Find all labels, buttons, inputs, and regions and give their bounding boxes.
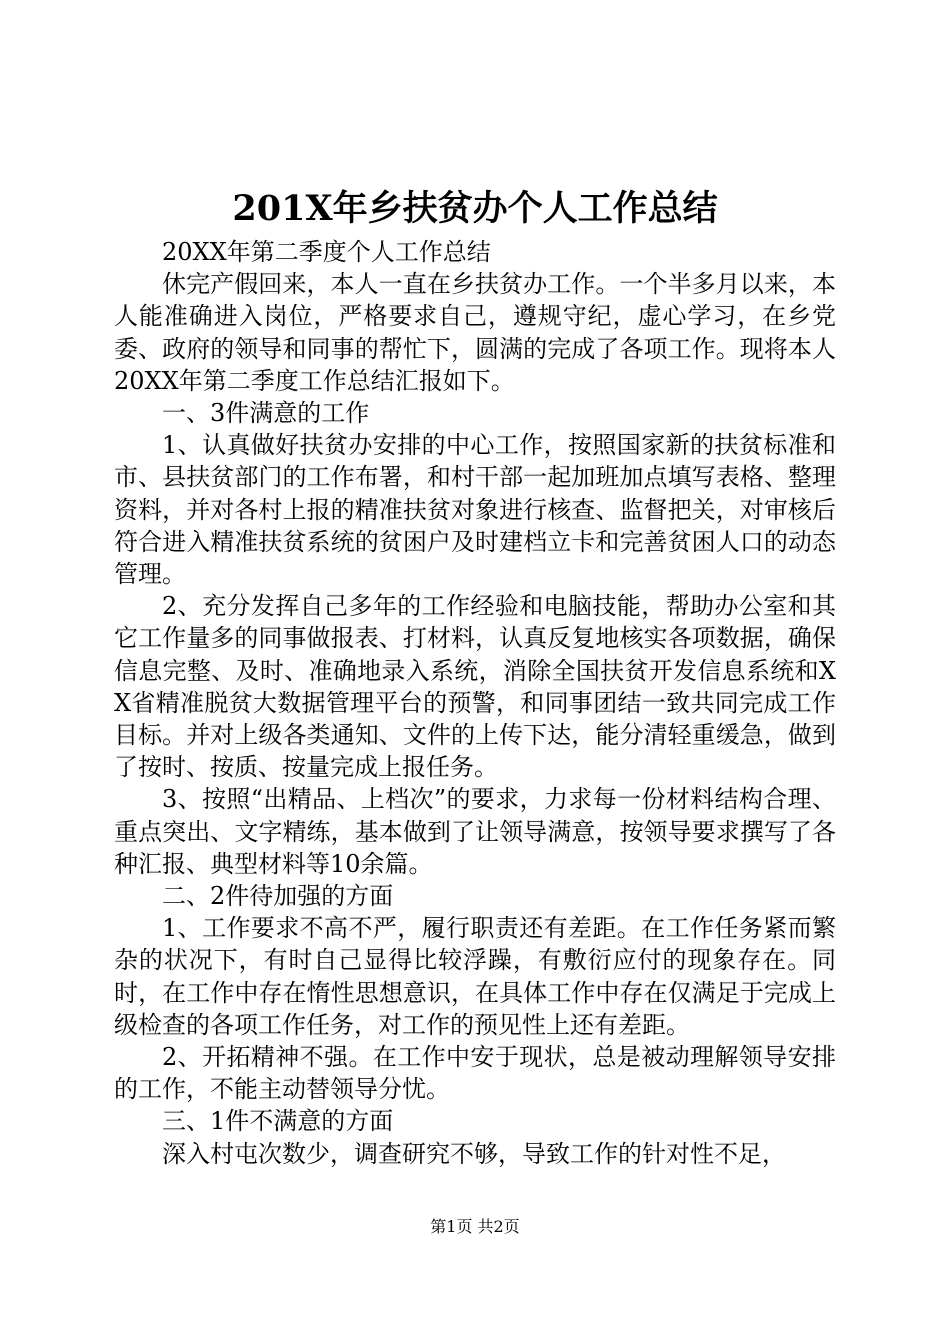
section-heading-improve: 二、2件待加强的方面 xyxy=(162,882,394,911)
section-heading-unsatisfied: 三、1件不满意的方面 xyxy=(162,1107,394,1136)
page-footer: 第1页 共2页 xyxy=(430,1217,520,1236)
paragraph-item: 1、认真做好扶贫办安排的中心工作，按照国家新的扶贫标准和市、县扶贫部门的工作布署，和村干部一起加班加点填写表格、整理资料，并对各村上报的精准扶贫对象进行核查、监督把关，对审核后符合进入精准扶贫系统的贫困户及时建档立卡和完善贫困人口的动态管理。 xyxy=(114,431,836,589)
paragraph-subtitle: 20XX年第二季度个人工作总结 xyxy=(162,238,491,266)
paragraph-item: 深入村屯次数少，调查研究不够，导致工作的针对性不足， xyxy=(162,1139,786,1168)
document-title: 201X年乡扶贫办个人工作总结 xyxy=(232,188,718,229)
section-heading-satisfied: 一、3件满意的工作 xyxy=(162,399,370,428)
paragraph-intro: 休完产假回来，本人一直在乡扶贫办工作。一个半多月以来，本人能准确进入岗位，严格要求自己，遵规守纪，虚心学习，在乡党委、政府的领导和同事的帮忙下，圆满的完成了各项工作。现将本人20XX年第二季度工作总结汇报如下。 xyxy=(114,270,836,395)
paragraph-item: 3、按照“出精品、上档次”的要求，力求每一份材料结构合理、重点突出、文字精练，基本做到了让领导满意，按领导要求撰写了各种汇报、典型材料等10余篇。 xyxy=(114,785,836,878)
paragraph-item: 2、开拓精神不强。在工作中安于现状，总是被动理解领导安排的工作，不能主动替领导分忧。 xyxy=(114,1043,836,1104)
document-body xyxy=(114,236,836,1170)
paragraph-item: 1、工作要求不高不严，履行职责还有差距。在工作任务紧而繁杂的状况下，有时自己显得比较浮躁，有敷衍应付的现象存在。同时，在工作中存在惰性思想意识，在具体工作中存在仅满足于完成上级检查的各项工作任务，对工作的预见性上还有差距。 xyxy=(114,914,836,1039)
paragraph-item: 2、充分发挥自己多年的工作经验和电脑技能，帮助办公室和其它工作量多的同事做报表、打材料，认真反复地核实各项数据，确保信息完整、及时、准确地录入系统，消除全国扶贫开发信息系统和XX省精准脱贫大数据管理平台的预警，和同事团结一致共同完成工作目标。并对上级各类通知、文件的上传下达，能分清轻重缓急，做到了按时、按质、按量完成上报任务。 xyxy=(114,592,836,782)
